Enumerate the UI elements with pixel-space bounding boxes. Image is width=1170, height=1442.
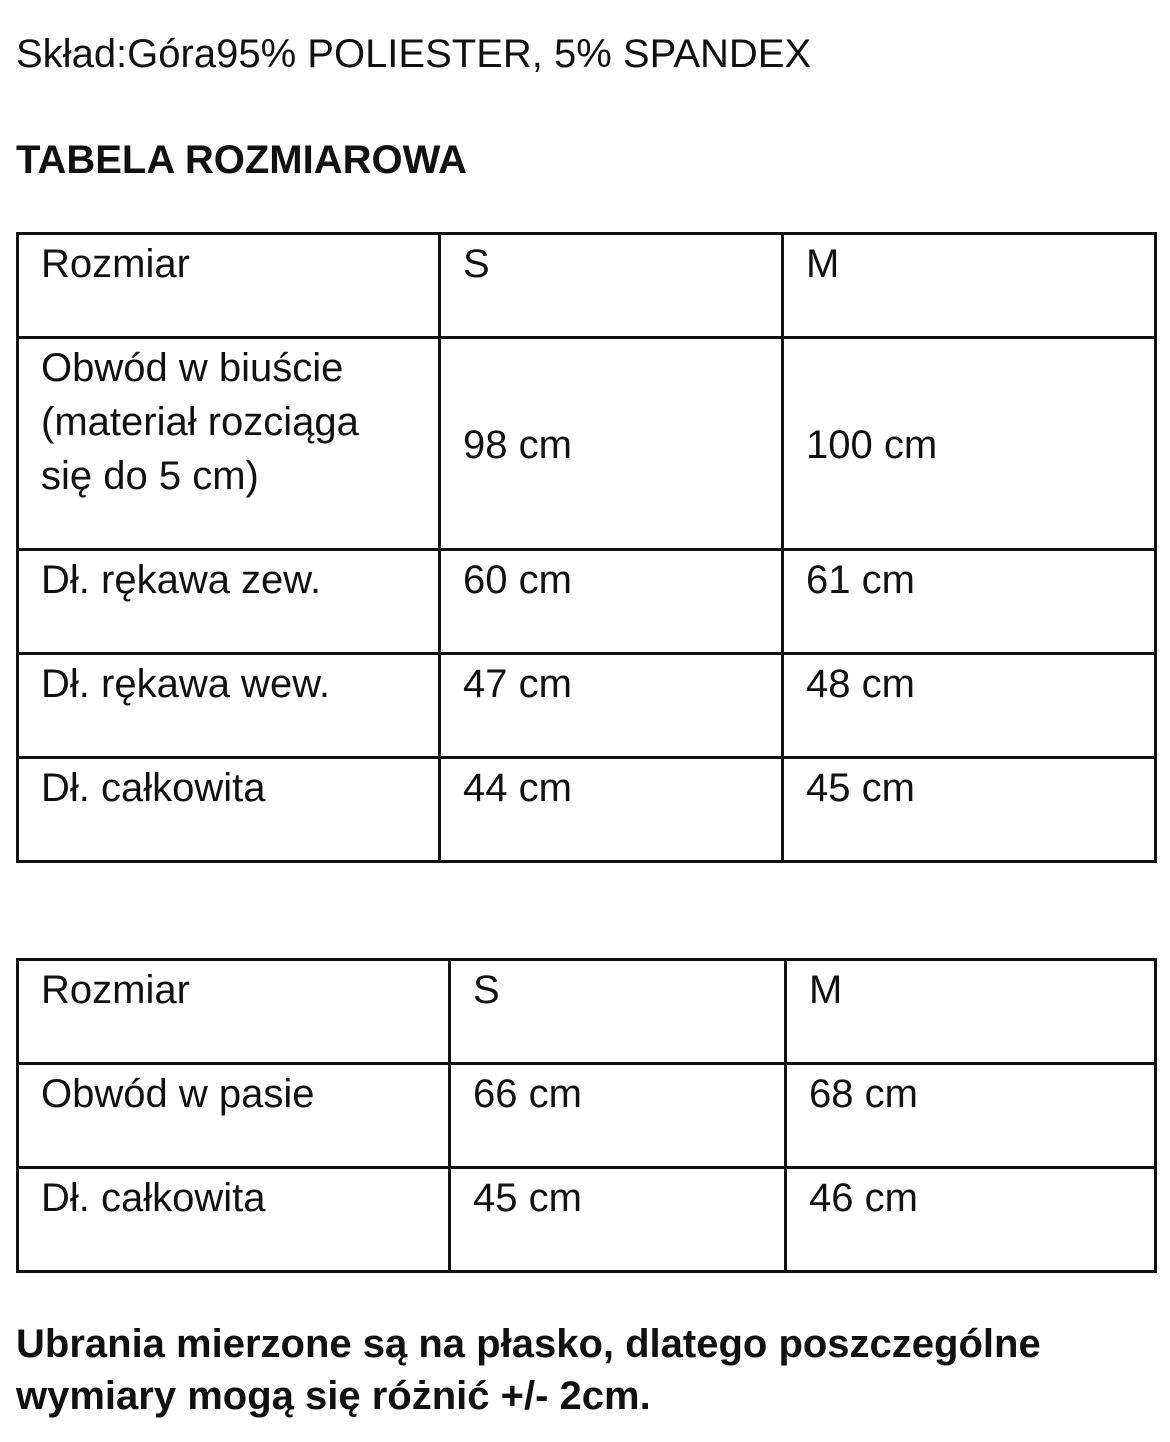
row-label-sleeve-inner: Dł. rękawa wew.: [18, 654, 440, 758]
value-cell-s: 66 cm: [450, 1064, 786, 1168]
table-row: [18, 654, 1156, 758]
row-label-total-length: Dł. całkowita: [18, 758, 440, 862]
row-label-bust: Obwód w biuście (materiał rozciąga się do 5 cm): [18, 338, 440, 550]
header-cell-m: M: [786, 960, 1156, 1064]
table-header-row: [18, 234, 1156, 338]
table-row: [18, 758, 1156, 862]
value-cell-s: 47 cm: [440, 654, 783, 758]
value-cell-s: 60 cm: [440, 550, 783, 654]
size-table-heading: TABELA ROZMIAROWA: [16, 138, 468, 182]
header-cell-s: S: [450, 960, 786, 1064]
value-cell-m: 100 cm: [783, 338, 1156, 550]
table-row: [18, 1064, 1156, 1168]
table-header-row: [18, 960, 1156, 1064]
header-cell-s: S: [440, 234, 783, 338]
bottom-size-table: [16, 958, 1157, 1273]
top-size-table: [16, 232, 1157, 863]
row-label-waist: Obwód w pasie: [18, 1064, 450, 1168]
value-cell-m: 61 cm: [783, 550, 1156, 654]
value-cell-m: 46 cm: [786, 1168, 1156, 1272]
header-cell-size: Rozmiar: [18, 960, 450, 1064]
header-cell-m: M: [783, 234, 1156, 338]
table-row: [18, 550, 1156, 654]
value-cell-s: 45 cm: [450, 1168, 786, 1272]
table-row: [18, 1168, 1156, 1272]
value-cell-m: 45 cm: [783, 758, 1156, 862]
value-cell-s: 98 cm: [440, 338, 783, 550]
table-row: [18, 338, 1156, 550]
composition-text: Skład:Góra95% POLIESTER, 5% SPANDEX: [16, 32, 812, 76]
row-label-sleeve-outer: Dł. rękawa zew.: [18, 550, 440, 654]
header-cell-size: Rozmiar: [18, 234, 440, 338]
row-label-total-length: Dł. całkowita: [18, 1168, 450, 1272]
value-cell-m: 68 cm: [786, 1064, 1156, 1168]
value-cell-s: 44 cm: [440, 758, 783, 862]
measurement-note: Ubrania mierzone są na płasko, dlatego poszczególne wymiary mogą się różnić +/- 2cm.: [16, 1322, 1041, 1418]
value-cell-m: 48 cm: [783, 654, 1156, 758]
